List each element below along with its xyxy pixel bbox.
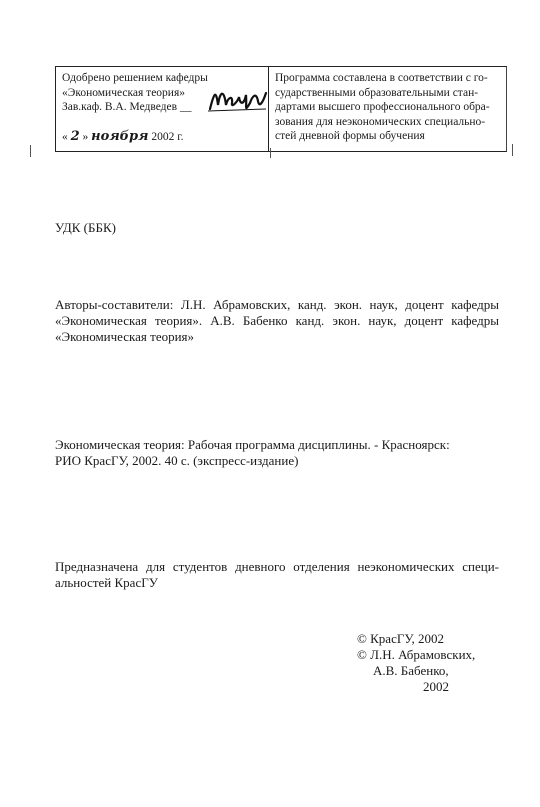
authors-block	[55, 297, 499, 345]
authors-line-2: «Экономическая теория». А.В. Бабенко канд. экон. наук, доцент кафедры	[55, 313, 499, 328]
standard-line-2: сударственными образовательными стан-	[275, 86, 479, 99]
approval-line-decision: Одобрено решением кафедры	[62, 72, 208, 84]
copyright-block	[357, 631, 475, 695]
scan-mark	[512, 144, 513, 156]
standard-line-1: Программа составлена в соответствии с го-	[275, 72, 488, 84]
standard-line-3: дартами высшего профессионального обра-	[275, 101, 490, 113]
copyright-line-1: © КрасГУ, 2002	[357, 631, 444, 646]
bibliographic-reference	[55, 437, 499, 469]
authors-line-1: Авторы-составители: Л.Н. Абрамовских, канд. экон. наук, доцент кафедры	[55, 297, 499, 312]
authors-line-3: «Экономическая теория»	[55, 329, 195, 344]
purpose-line-1: Предназначена для студентов дневного отделения неэкономических специ-	[55, 559, 499, 574]
purpose-line-2: альностей КрасГУ	[55, 575, 158, 590]
copyright-line-4: 2002	[423, 679, 449, 694]
standard-line-4: зования для неэкономических специально-	[275, 115, 486, 128]
scan-mark	[30, 145, 31, 157]
approval-date: « 2 » ноября 2002 г.	[62, 129, 184, 144]
approval-head-name: Зав.каф. В.А. Медведев	[62, 101, 178, 113]
scan-mark	[270, 148, 271, 158]
copyright-line-2: © Л.Н. Абрамовских,	[357, 647, 476, 662]
reference-line-1: Экономическая теория: Рабочая программа дисциплины. - Красноярск:	[55, 437, 450, 452]
standard-line-5: стей дневной формы обучения	[275, 130, 425, 142]
approval-date-day: 2	[70, 129, 80, 144]
purpose-block	[55, 559, 499, 591]
approval-date-year: 2002 г.	[151, 131, 184, 143]
approval-right-block	[275, 71, 501, 144]
reference-line-2: РИО КрасГУ, 2002. 40 с. (экспресс-издание)	[55, 453, 299, 468]
approval-box	[55, 66, 507, 152]
approval-line-department: «Экономическая теория»	[62, 86, 185, 99]
handwritten-signature	[206, 83, 268, 115]
signature-underline: __	[179, 101, 192, 113]
approval-date-month: ноября	[91, 129, 149, 144]
approval-divider	[268, 67, 269, 151]
copyright-line-3: А.В. Бабенко,	[373, 663, 449, 678]
udk-code: УДК (ББК)	[55, 220, 116, 235]
